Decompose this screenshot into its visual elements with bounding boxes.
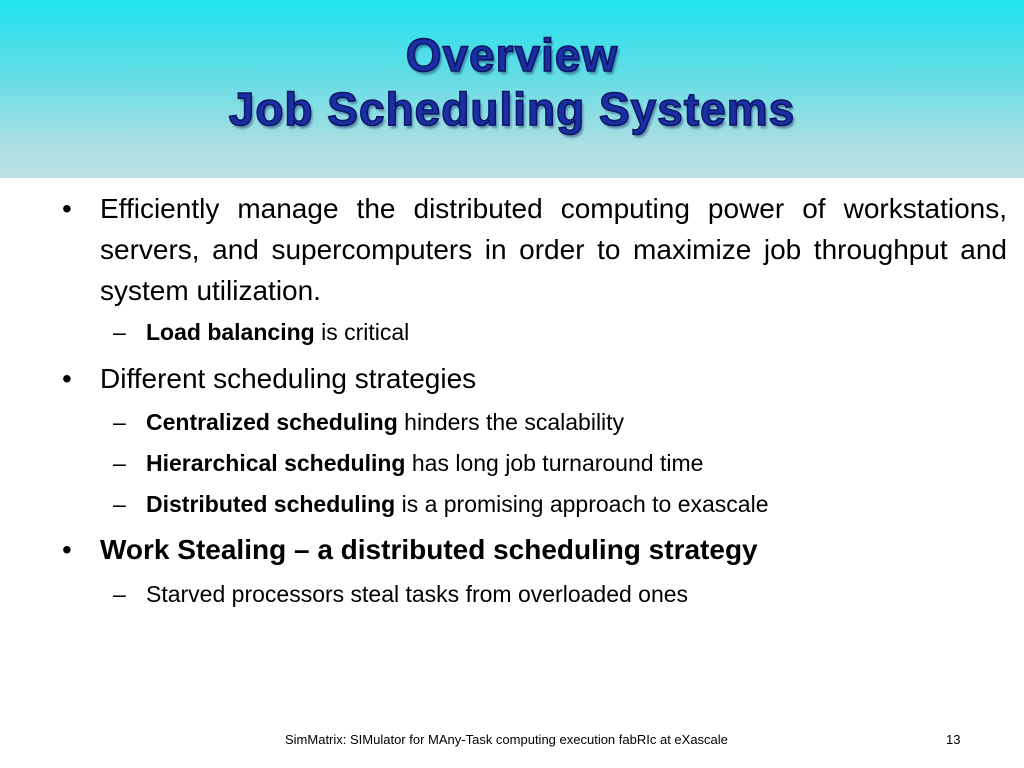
sub-bullet-bold: Distributed scheduling (146, 491, 396, 517)
sub-bullet-bold: Hierarchical scheduling (146, 450, 406, 476)
sub-bullet-3-1 (113, 580, 688, 608)
sub-bullet-rest: has long job turnaround time (405, 450, 704, 476)
bullet-marker: • (62, 363, 72, 394)
bullet-marker: • (62, 193, 72, 224)
title-line-1: Overview (405, 29, 619, 81)
sub-bullet-1-1 (113, 318, 409, 346)
sub-bullet-rest: is a promising approach to exascale (395, 491, 769, 517)
dash-marker: – (113, 319, 126, 345)
dash-marker: – (113, 581, 126, 607)
dash-marker: – (113, 491, 126, 517)
sub-bullet-bold: Load balancing (146, 319, 315, 345)
dash-marker: – (113, 409, 126, 435)
page-number: 13 (946, 732, 961, 747)
bullet-3-text: Work Stealing – a distributed scheduling strategy (100, 534, 758, 565)
bullet-marker: • (62, 534, 72, 565)
sub-bullet-text: Starved processors steal tasks from overloaded ones (146, 581, 689, 607)
bullet-2-text: Different scheduling strategies (100, 363, 477, 394)
bullet-1-text: Efficiently manage the distributed computing power of workstations, servers, and supercomputers in order to maximize job throughput and system utilization. (100, 193, 1007, 306)
bullet-2 (62, 362, 476, 396)
sub-bullet-2-3 (113, 490, 769, 518)
sub-bullet-2-2 (113, 449, 703, 477)
sub-bullet-rest: hinders the scalability (397, 409, 625, 435)
title-line-2: Job Scheduling Systems (228, 83, 796, 135)
bullet-1 (62, 188, 1007, 311)
bullet-3 (62, 533, 758, 567)
sub-bullet-2-1 (113, 408, 624, 436)
footer-text: SimMatrix: SIMulator for MAny-Task computing execution fabRIc at eXascale (285, 732, 728, 747)
dash-marker: – (113, 450, 126, 476)
sub-bullet-bold: Centralized scheduling (146, 409, 398, 435)
sub-bullet-rest: is critical (314, 319, 410, 345)
